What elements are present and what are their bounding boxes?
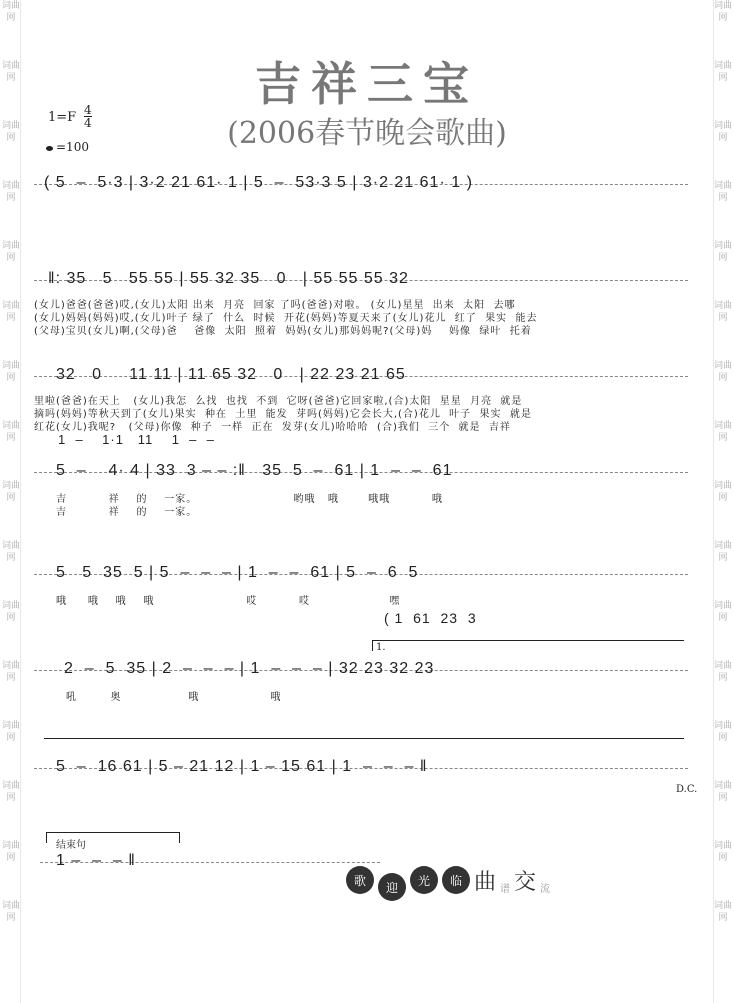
key-signature: 1=F xyxy=(48,110,77,125)
notation-row-4: 5 – 4· 4 | 33 3 – – :‖ 35 5 – 61 | 1 – – 61 xyxy=(56,462,453,479)
volta-bracket xyxy=(372,640,684,641)
watermark-right: 词曲网 词曲网 词曲网 词曲网 词曲网 词曲网 词曲网 词曲网 词曲网 词曲网 词曲网 词曲网 词曲网 词曲网 词曲网 词曲网 xyxy=(713,0,732,1003)
coda-label: 结束句 xyxy=(56,840,86,851)
lyric-line: 里啦(爸爸)在天上 (女儿)我怎 么找 也找 不到 它呀(爸爸)它回家啦,(合)太阳 星星 月亮 就是 xyxy=(34,396,523,407)
lyric-line: 摘吗(妈妈)等秋天到了(女儿)果实 种在 土里 能发 芽吗(妈妈)它会长大,(合)花儿 叶子 果实 就是 xyxy=(34,409,532,420)
lyric-line: (父母)宝贝(女儿)啊,(父母)爸 爸像 太阳 照着 妈妈(女儿)那妈妈呢?(父母)妈 妈像 绿叶 托着 xyxy=(34,326,532,337)
quarter-note-icon xyxy=(46,146,53,151)
notation-row-1: ( 5 – 5·3 | 3·2 21 61· 1 | 5 – 53·3 5 | 3·2 21 61· 1 ) xyxy=(44,174,473,191)
notation-row-7: 5 – 16 61 | 5 – 21 12 | 1 – 15 61 | 1 – – – ‖ xyxy=(56,758,428,775)
notation-row-3: 32 0 11 11 | 11 65 32 0 | 22 23 21 65 xyxy=(56,366,406,383)
notation-row-coda: 1 – – – ‖ xyxy=(56,852,136,869)
lyric-line: 哦 哦 哦 哦 哎 哎 嘿 xyxy=(56,596,401,607)
lyric-line: (女儿)妈妈(妈妈)哎,(女儿)叶子 绿了 什么 时候 开花(妈妈)等夏天来了(女儿)花儿 红了 果实 能去 xyxy=(34,313,538,324)
lyric-line: (女儿)爸爸(爸爸)哎,(女儿)太阳 出来 月亮 回家 了吗(爸爸)对啦。 (女儿)星星 出来 太阳 去哪 xyxy=(34,300,516,311)
volta-label: 1. xyxy=(376,642,386,653)
notation-row-6: 2 – 5 35 | 2 – – – | 1 – – – | 32 23 32 23 xyxy=(64,660,435,677)
tempo-marking: =100 xyxy=(46,140,89,154)
time-signature: 4 4 xyxy=(84,103,92,130)
repeat-bracket xyxy=(44,738,684,739)
harmony-line: 1 – 1·1 11 1 – – xyxy=(58,432,215,447)
site-logo: 歌 迎 光 临 曲 谱 交 流 xyxy=(346,860,550,900)
song-title: 吉祥三宝 xyxy=(255,57,479,111)
notation-row-2: ‖: 35 5 55 55 | 55 32 35 0 | 55 55 55 32 xyxy=(48,270,409,287)
lyric-line: 吉 祥 的 一家。 哟哦 哦 哦哦 哦 xyxy=(56,494,443,505)
song-subtitle: (2006春节晚会歌曲) xyxy=(227,116,507,151)
watermark-left: 词曲网 词曲网 词曲网 词曲网 词曲网 词曲网 词曲网 词曲网 词曲网 词曲网 词曲网 词曲网 词曲网 词曲网 词曲网 词曲网 xyxy=(2,0,21,1003)
notation-row-5: 5 5 35 5 | 5 – – – | 1 – – 61 | 5 – 6 5 xyxy=(56,564,419,581)
coda-bracket xyxy=(46,832,180,833)
lyric-line: 红花(女儿)我呢? (父母)你像 种子 一样 正在 发芽(女儿)哈哈哈 (合)我们 三个 就是 吉祥 xyxy=(34,422,511,433)
lyric-line: 吉 祥 的 一家。 xyxy=(56,507,198,518)
harmony-line: ( 1 61 23 3 xyxy=(384,610,477,626)
lyric-line: 吼 奥 哦 哦 xyxy=(66,692,282,703)
dc-marking: D.C. xyxy=(676,784,698,795)
